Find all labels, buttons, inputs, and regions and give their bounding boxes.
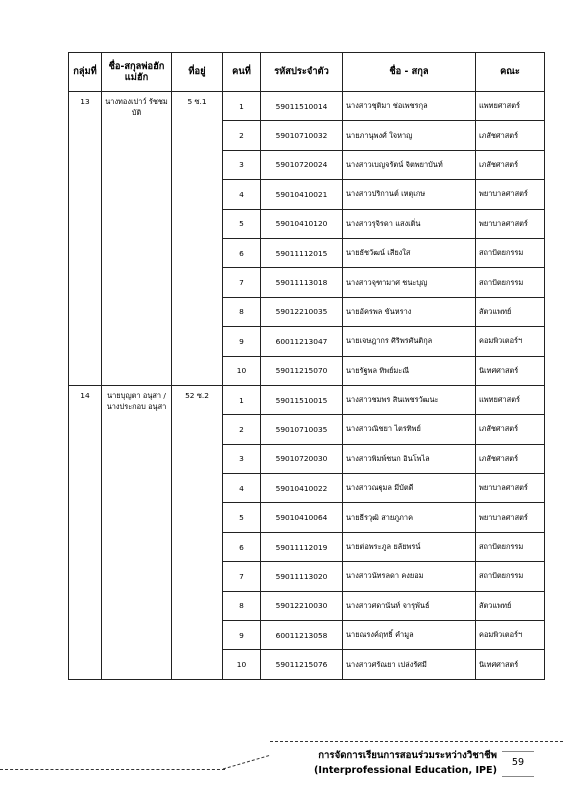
student-group-table (68, 52, 545, 680)
parent-name-cell: นายบุญตา อนุสา / นางประกอบ อนุสา (102, 385, 172, 679)
student-id-cell: 59011113020 (261, 562, 343, 591)
faculty-cell: พยาบาลศาสตร์ (476, 209, 545, 238)
faculty-cell: สัตวแพทย์ (476, 297, 545, 326)
member-no-cell: 8 (223, 591, 261, 620)
col-header-group: กลุ่มที่ (69, 53, 102, 92)
group-number-cell: 14 (69, 385, 102, 679)
student-name-cell: นายณรงค์ฤทธิ์ คำมูล (343, 621, 476, 650)
student-id-cell: 60011213047 (261, 327, 343, 356)
member-no-cell: 9 (223, 621, 261, 650)
student-id-cell: 59011215076 (261, 650, 343, 679)
address-cell: 5 ซ.1 (172, 92, 223, 386)
student-name-cell: นางสาวนัทรลดา คงยอม (343, 562, 476, 591)
member-no-cell: 6 (223, 532, 261, 561)
page-number-rule-top (502, 751, 534, 752)
student-id-cell: 59011112015 (261, 238, 343, 267)
student-name-cell: นางสาวเบญจรัตน์ จิตพยาบันท์ (343, 150, 476, 179)
faculty-cell: พยาบาลศาสตร์ (476, 180, 545, 209)
col-header-parent: ชื่อ-สกุลพ่อฮักแม่ฮัก (102, 53, 172, 92)
student-id-cell: 59010710035 (261, 415, 343, 444)
student-name-cell: นางสาวรุจิรดา แสงเติ่น (343, 209, 476, 238)
footer-title-th: การจัดการเรียนการสอนร่วมระหว่างวิชาชีพ (318, 750, 497, 761)
faculty-cell: คอมพิวเตอร์ฯ (476, 621, 545, 650)
table-row (69, 385, 545, 414)
student-id-cell: 59010410064 (261, 503, 343, 532)
faculty-cell: สถาปัตยกรรม (476, 238, 545, 267)
address-cell: 52 ซ.2 (172, 385, 223, 679)
student-id-cell: 59010410022 (261, 474, 343, 503)
member-no-cell: 10 (223, 650, 261, 679)
member-no-cell: 2 (223, 415, 261, 444)
student-name-cell: นางสาวจุฑามาศ ชนะบุญ (343, 268, 476, 297)
member-no-cell: 2 (223, 121, 261, 150)
student-name-cell: นางสาวศรัณยา เปล่งรัศมี (343, 650, 476, 679)
col-header-id: รหัสประจำตัว (261, 53, 343, 92)
member-no-cell: 9 (223, 327, 261, 356)
student-id-cell: 59010710032 (261, 121, 343, 150)
student-name-cell: นายรัฐพล ทิพย์มะณี (343, 356, 476, 385)
member-no-cell: 5 (223, 503, 261, 532)
student-name-cell: นางสาวชุติมา ช่อเพชรกุล (343, 92, 476, 121)
footer-dashed-line-left (0, 769, 225, 770)
student-name-cell: นางสาวณฐุมล มีบัตดี (343, 474, 476, 503)
parent-name-cell: นางทองเปาว์ รัชชมบัติ (102, 92, 172, 386)
faculty-cell: นิเทศศาสตร์ (476, 650, 545, 679)
student-id-cell: 59010410021 (261, 180, 343, 209)
col-header-name: ชื่อ - สกุล (343, 53, 476, 92)
col-header-faculty: คณะ (476, 53, 545, 92)
footer-title-en: (Interprofessional Education, IPE) (314, 765, 497, 777)
member-no-cell: 4 (223, 474, 261, 503)
student-id-cell: 59012210035 (261, 297, 343, 326)
page-number-rule-bottom (502, 776, 534, 777)
table-row (69, 92, 545, 121)
member-no-cell: 10 (223, 356, 261, 385)
faculty-cell: เภสัชศาสตร์ (476, 444, 545, 473)
member-no-cell: 4 (223, 180, 261, 209)
footer-dashed-line-right (270, 741, 563, 742)
page-number: 59 (511, 757, 525, 768)
student-id-cell: 60011213058 (261, 621, 343, 650)
student-name-cell: นายธัชวัฒน์ เสียงใส (343, 238, 476, 267)
member-no-cell: 6 (223, 238, 261, 267)
student-id-cell: 59011510014 (261, 92, 343, 121)
faculty-cell: เภสัชศาสตร์ (476, 150, 545, 179)
member-no-cell: 1 (223, 385, 261, 414)
student-name-cell: นายอัครพล ขันหราง (343, 297, 476, 326)
footer-title (292, 748, 497, 779)
faculty-cell: สัตวแพทย์ (476, 591, 545, 620)
faculty-cell: เภสัชศาสตร์ (476, 121, 545, 150)
student-id-cell: 59012210030 (261, 591, 343, 620)
member-no-cell: 8 (223, 297, 261, 326)
student-name-cell: นางสาวชมพร สินเพชรวัฒนะ (343, 385, 476, 414)
member-no-cell: 3 (223, 150, 261, 179)
student-id-cell: 59011510015 (261, 385, 343, 414)
faculty-cell: แพทยศาสตร์ (476, 92, 545, 121)
student-id-cell: 59010410120 (261, 209, 343, 238)
student-name-cell: นายเจษฎากร ศิริพรศันติกุล (343, 327, 476, 356)
faculty-cell: นิเทศศาสตร์ (476, 356, 545, 385)
faculty-cell: สถาปัตยกรรม (476, 268, 545, 297)
member-no-cell: 1 (223, 92, 261, 121)
student-id-cell: 59011113018 (261, 268, 343, 297)
faculty-cell: สถาปัตยกรรม (476, 562, 545, 591)
member-no-cell: 5 (223, 209, 261, 238)
faculty-cell: แพทยศาสตร์ (476, 385, 545, 414)
student-name-cell: นายภานุพงศ์ ใจหาญ (343, 121, 476, 150)
table-body (69, 92, 545, 680)
table-header-row (69, 53, 545, 92)
student-id-cell: 59010720024 (261, 150, 343, 179)
faculty-cell: พยาบาลศาสตร์ (476, 503, 545, 532)
faculty-cell: พยาบาลศาสตร์ (476, 474, 545, 503)
col-header-address: ที่อยู่ (172, 53, 223, 92)
student-name-cell: นายธีรวุฒิ สายภูภาค (343, 503, 476, 532)
col-header-no: คนที่ (223, 53, 261, 92)
group-number-cell: 13 (69, 92, 102, 386)
student-id-cell: 59011215070 (261, 356, 343, 385)
faculty-cell: เภสัชศาสตร์ (476, 415, 545, 444)
footer-dashed-slant (223, 755, 271, 769)
member-no-cell: 7 (223, 268, 261, 297)
student-id-cell: 59011112019 (261, 532, 343, 561)
student-name-cell: นางสาวศดานันท์ จารุพันธ์ (343, 591, 476, 620)
faculty-cell: สถาปัตยกรรม (476, 532, 545, 561)
student-name-cell: นางสาวพิมพ์ชนก อินโพไล (343, 444, 476, 473)
student-name-cell: นางสาวณิชยา ไตรทิพย์ (343, 415, 476, 444)
member-no-cell: 3 (223, 444, 261, 473)
member-no-cell: 7 (223, 562, 261, 591)
faculty-cell: คอมพิวเตอร์ฯ (476, 327, 545, 356)
student-name-cell: นายต่อพระภูล ยลัยพรน์ (343, 532, 476, 561)
student-name-cell: นางสาวปริกานต์ เหตุเกษ (343, 180, 476, 209)
student-id-cell: 59010720030 (261, 444, 343, 473)
